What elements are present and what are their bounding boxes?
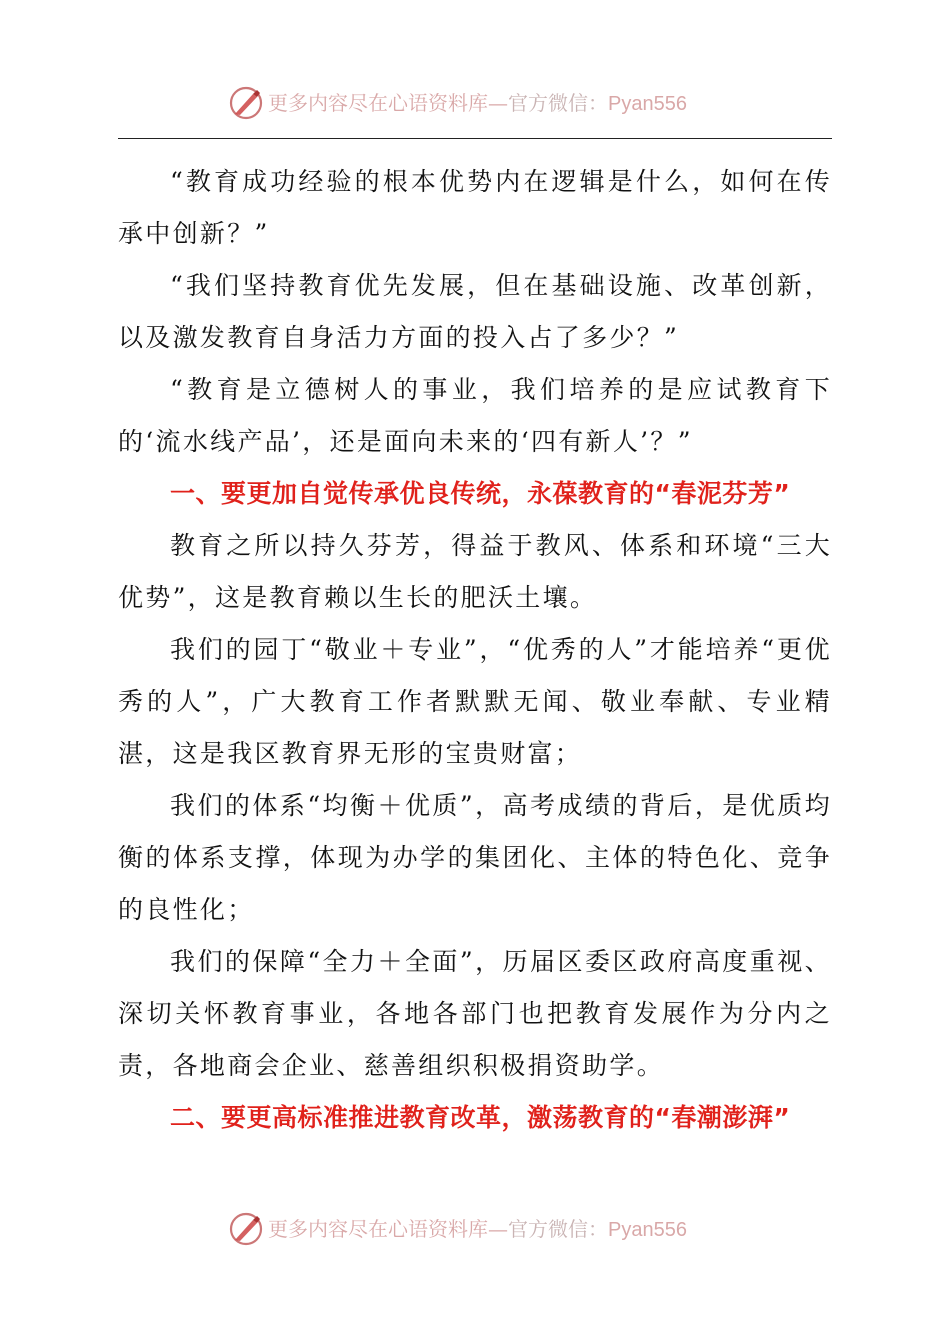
- document-body: [118, 156, 832, 1144]
- body-paragraph: 我们的园丁“敬业＋专业”，“优秀的人”才能培养“更优秀的人”，广大教育工作者默默无闻、敬业奉献、专业精湛，这是我区教育界无形的宝贵财富；: [118, 635, 832, 768]
- header-divider: [118, 138, 832, 139]
- body-paragraph: 我们的体系“均衡＋优质”，高考成绩的背后，是优质均衡的体系支撑，体现为办学的集团化、主体的特色化、竞争的良性化；: [118, 791, 832, 924]
- question-paragraph: “教育是立德树人的事业，我们培养的是应试教育下的‘流水线产品’，还是面向未来的‘四有新人’？”: [118, 375, 832, 456]
- section-heading-1: 一、要更加自觉传承优良传统，永葆教育的“春泥芬芳”: [170, 479, 791, 508]
- body-paragraph: 教育之所以持久芬芳，得益于教风、体系和环境“三大优势”，这是教育赖以生长的肥沃土壤。: [118, 531, 832, 612]
- section-heading-2: 二、要更高标准推进教育改革，激荡教育的“春潮澎湃”: [170, 1103, 791, 1132]
- watermark-text: 更多内容尽在心语资料库—官方微信：Pyan556: [268, 1217, 687, 1241]
- header-watermark: [0, 84, 950, 124]
- question-paragraph: “我们坚持教育优先发展，但在基础设施、改革创新，以及激发教育自身活力方面的投入占了多少？”: [118, 271, 832, 352]
- footer-watermark: [0, 1210, 950, 1250]
- pen-logo-icon: [227, 84, 265, 122]
- body-paragraph: 我们的保障“全力＋全面”，历届区委区政府高度重视、深切关怀教育事业，各地各部门也把教育发展作为分内之责，各地商会企业、慈善组织积极捐资助学。: [118, 947, 832, 1080]
- pen-logo-icon: [227, 1210, 265, 1248]
- question-paragraph: “教育成功经验的根本优势内在逻辑是什么，如何在传承中创新？”: [118, 167, 832, 248]
- watermark-text: 更多内容尽在心语资料库—官方微信：Pyan556: [268, 91, 687, 115]
